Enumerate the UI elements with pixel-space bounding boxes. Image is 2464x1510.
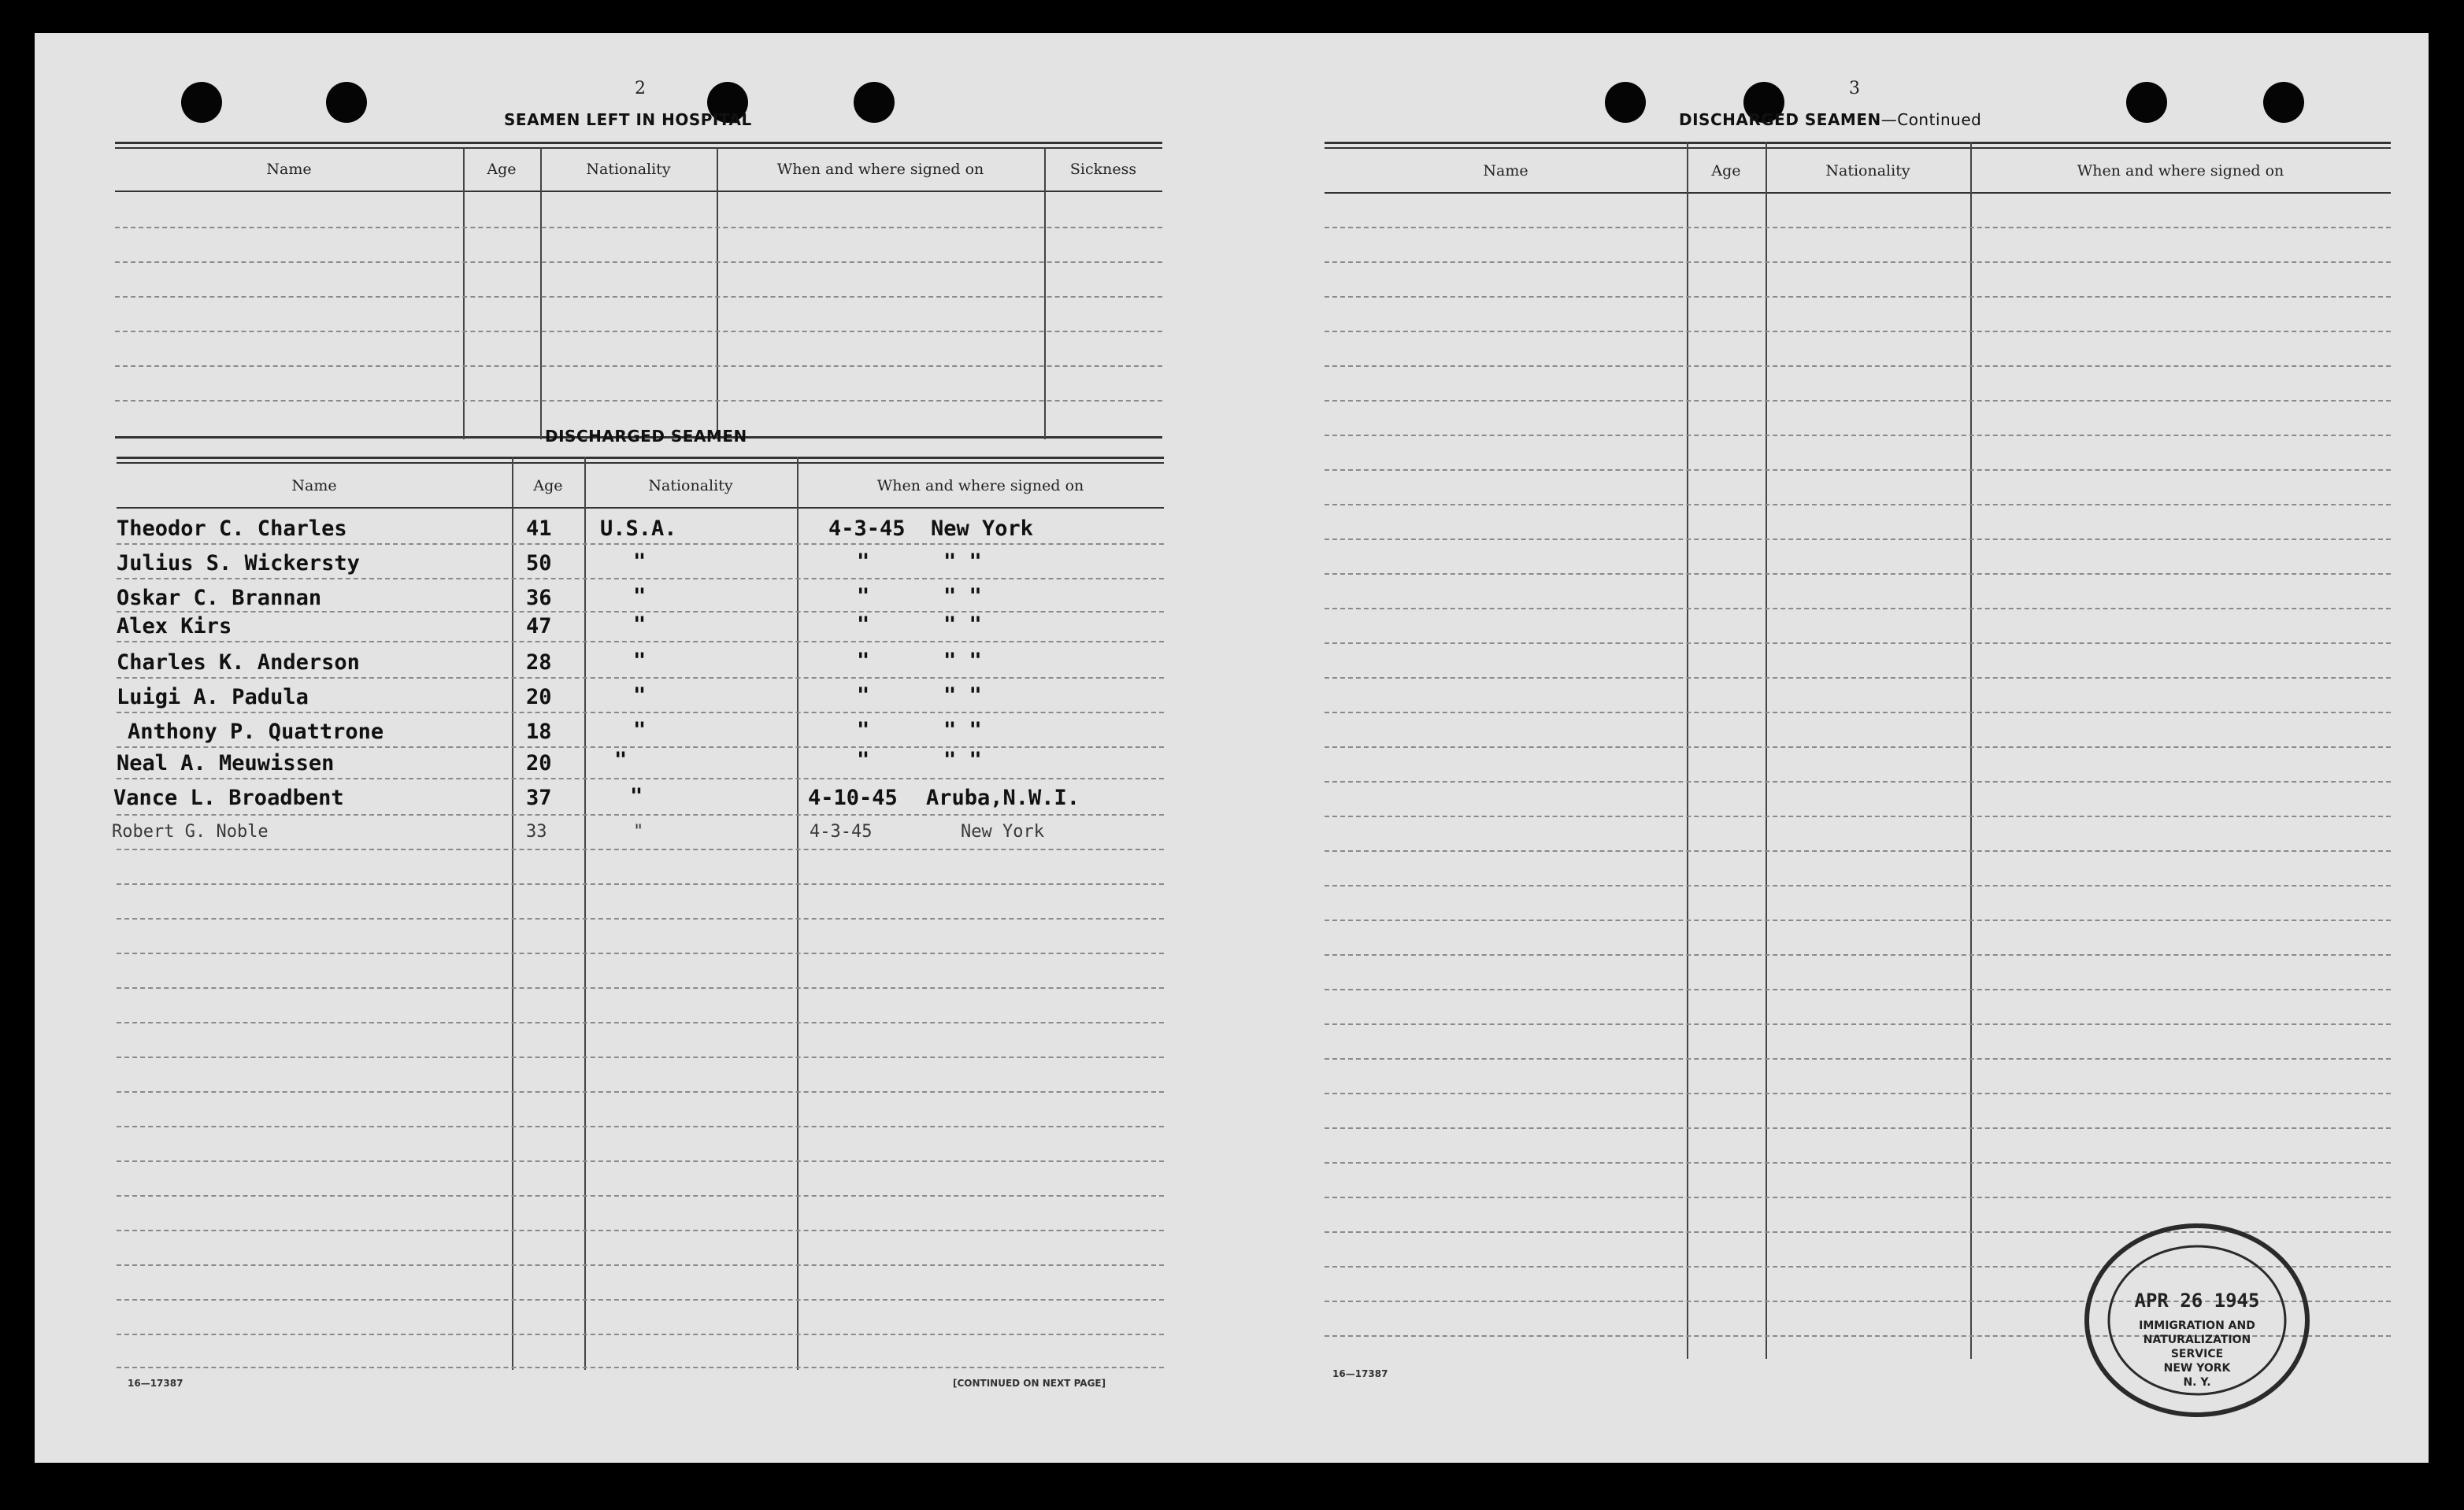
signed-place: " ": [943, 748, 982, 772]
column-header-age: Age: [533, 477, 563, 494]
ruled-line: [1325, 642, 2391, 644]
ruled-line: [1325, 261, 2391, 263]
signed-date: ": [857, 718, 870, 742]
column-header-age: Age: [487, 161, 517, 178]
seaman-nationality: ": [633, 822, 644, 842]
signed-date: 4-3-45: [810, 822, 873, 842]
column-header-age: Age: [1711, 162, 1741, 179]
signed-date: 4-3-45: [828, 516, 906, 541]
hospital-table: [115, 142, 1162, 439]
seaman-nationality: ": [633, 613, 647, 637]
ruled-line: [1325, 850, 2391, 852]
column-header-name: Name: [266, 161, 312, 178]
ruled-line: [1325, 1162, 2391, 1164]
stamp-date: APR 26 1945: [2134, 1290, 2260, 1312]
seaman-name: Theodor C. Charles: [117, 516, 347, 541]
seaman-age: 18: [526, 720, 552, 744]
signed-place: " ": [943, 584, 982, 609]
seaman-age: 47: [526, 614, 552, 638]
ruled-line: [1325, 677, 2391, 679]
stamp-line-1: IMMIGRATION AND: [2139, 1319, 2255, 1332]
stamp-line-2: NATURALIZATION: [2143, 1334, 2251, 1346]
immigration-stamp: [2079, 1214, 2315, 1427]
ruled-line: [1325, 712, 2391, 713]
seaman-name: Neal A. Meuwissen: [117, 751, 335, 775]
continued-note: [CONTINUED ON NEXT PAGE]: [953, 1378, 1106, 1389]
column-header-name: Name: [1483, 162, 1528, 179]
ruled-line: [1325, 1127, 2391, 1129]
signed-date: ": [857, 649, 870, 673]
column-header-nationality: Nationality: [1825, 162, 1910, 179]
seaman-nationality: ": [633, 550, 647, 574]
signed-place: " ": [943, 718, 982, 742]
ruled-line: [1325, 1023, 2391, 1025]
column-header-nationality: Nationality: [648, 477, 733, 494]
signed-date: 4-10-45: [808, 786, 898, 810]
punch-hole: [2263, 82, 2304, 123]
discharged-continued-table: [1325, 142, 2391, 1359]
seaman-name: Luigi A. Padula: [117, 685, 309, 709]
seaman-name: Anthony P. Quattrone: [128, 720, 384, 744]
ruled-line: [1325, 227, 2391, 228]
document-sheet: [35, 33, 2429, 1463]
column-header-signed-on: When and where signed on: [776, 161, 984, 178]
signed-place: New York: [931, 516, 1034, 541]
seaman-name: Vance L. Broadbent: [113, 786, 344, 810]
seaman-nationality: U.S.A.: [600, 516, 677, 541]
signed-place: " ": [943, 613, 982, 637]
signed-date: ": [857, 683, 870, 708]
page-number-left: 2: [635, 79, 646, 98]
page-number-right: 3: [1849, 79, 1860, 98]
seaman-nationality: ": [633, 649, 647, 673]
ruled-line: [1325, 435, 2391, 436]
ruled-line: [1325, 469, 2391, 471]
seaman-name: Alex Kirs: [117, 614, 232, 638]
stamp-line-3: SERVICE: [2170, 1348, 2224, 1360]
ruled-line: [1325, 989, 2391, 990]
signed-place: " ": [943, 683, 982, 708]
ruled-line: [1325, 573, 2391, 575]
column-header-nationality: Nationality: [586, 161, 671, 178]
seaman-age: 28: [526, 650, 552, 675]
ruled-line: [1325, 504, 2391, 505]
discharged-table: [112, 457, 1164, 1370]
seaman-nationality: ": [630, 784, 643, 809]
punch-hole: [181, 82, 222, 123]
ruled-line: [1325, 1197, 2391, 1198]
ruled-line: [1325, 1093, 2391, 1094]
seaman-name: Oskar C. Brannan: [117, 586, 322, 610]
title-suffix: —Continued: [1880, 110, 1982, 129]
seaman-nationality: ": [633, 683, 647, 708]
column-header-name: Name: [291, 477, 337, 494]
seaman-age: 20: [526, 751, 552, 775]
seaman-nationality: ": [614, 748, 628, 772]
hospital-section-title: SEAMEN LEFT IN HOSPITAL: [504, 110, 752, 129]
ruled-line: [1325, 400, 2391, 402]
seaman-age: 33: [526, 822, 547, 842]
seaman-age: 50: [526, 551, 552, 576]
signed-place: " ": [943, 550, 982, 574]
signed-date: ": [857, 550, 870, 574]
ruled-line: [1325, 885, 2391, 886]
ruled-line: [1325, 816, 2391, 817]
stamp-line-5: N. Y.: [2183, 1376, 2211, 1389]
discharged-section-title: DISCHARGED SEAMEN: [545, 427, 747, 446]
seaman-age: 41: [526, 516, 552, 541]
discharged-continued-title: [1679, 110, 1981, 129]
ruled-line: [1325, 920, 2391, 921]
ruled-line: [1325, 746, 2391, 748]
column-header-signed-on: When and where signed on: [2077, 162, 2284, 179]
seaman-name: Julius S. Wickersty: [117, 551, 360, 576]
ruled-line: [1325, 1058, 2391, 1060]
signed-place: " ": [943, 649, 982, 673]
signed-place: Aruba,N.W.I.: [926, 786, 1080, 810]
seaman-nationality: ": [633, 718, 647, 742]
seaman-age: 36: [526, 586, 552, 610]
form-number-right: 16—17387: [1332, 1368, 1388, 1379]
punch-hole: [1605, 82, 1646, 123]
ruled-line: [1325, 331, 2391, 332]
punch-hole: [326, 82, 367, 123]
seaman-age: 20: [526, 685, 552, 709]
column-header-sickness: Sickness: [1069, 161, 1137, 178]
signed-date: ": [857, 613, 870, 637]
title-main: DISCHARGED SEAMEN: [1679, 110, 1881, 129]
ruled-line: [1325, 954, 2391, 956]
ruled-line: [1325, 608, 2391, 609]
signed-date: ": [857, 584, 870, 609]
stamp-line-4: NEW YORK: [2163, 1362, 2231, 1375]
ruled-line: [1325, 538, 2391, 540]
ruled-line: [1325, 781, 2391, 783]
ruled-line: [1325, 365, 2391, 367]
ruled-line: [1325, 296, 2391, 298]
punch-hole: [854, 82, 895, 123]
column-header-signed-on: When and where signed on: [876, 477, 1084, 494]
seaman-nationality: ": [633, 584, 647, 609]
seaman-name: Charles K. Anderson: [117, 650, 360, 675]
form-number-left: 16—17387: [128, 1378, 183, 1389]
signed-date: ": [857, 748, 870, 772]
seaman-name: Robert G. Noble: [112, 822, 269, 842]
seaman-age: 37: [526, 786, 552, 810]
signed-place: New York: [961, 822, 1044, 842]
punch-hole: [2126, 82, 2167, 123]
